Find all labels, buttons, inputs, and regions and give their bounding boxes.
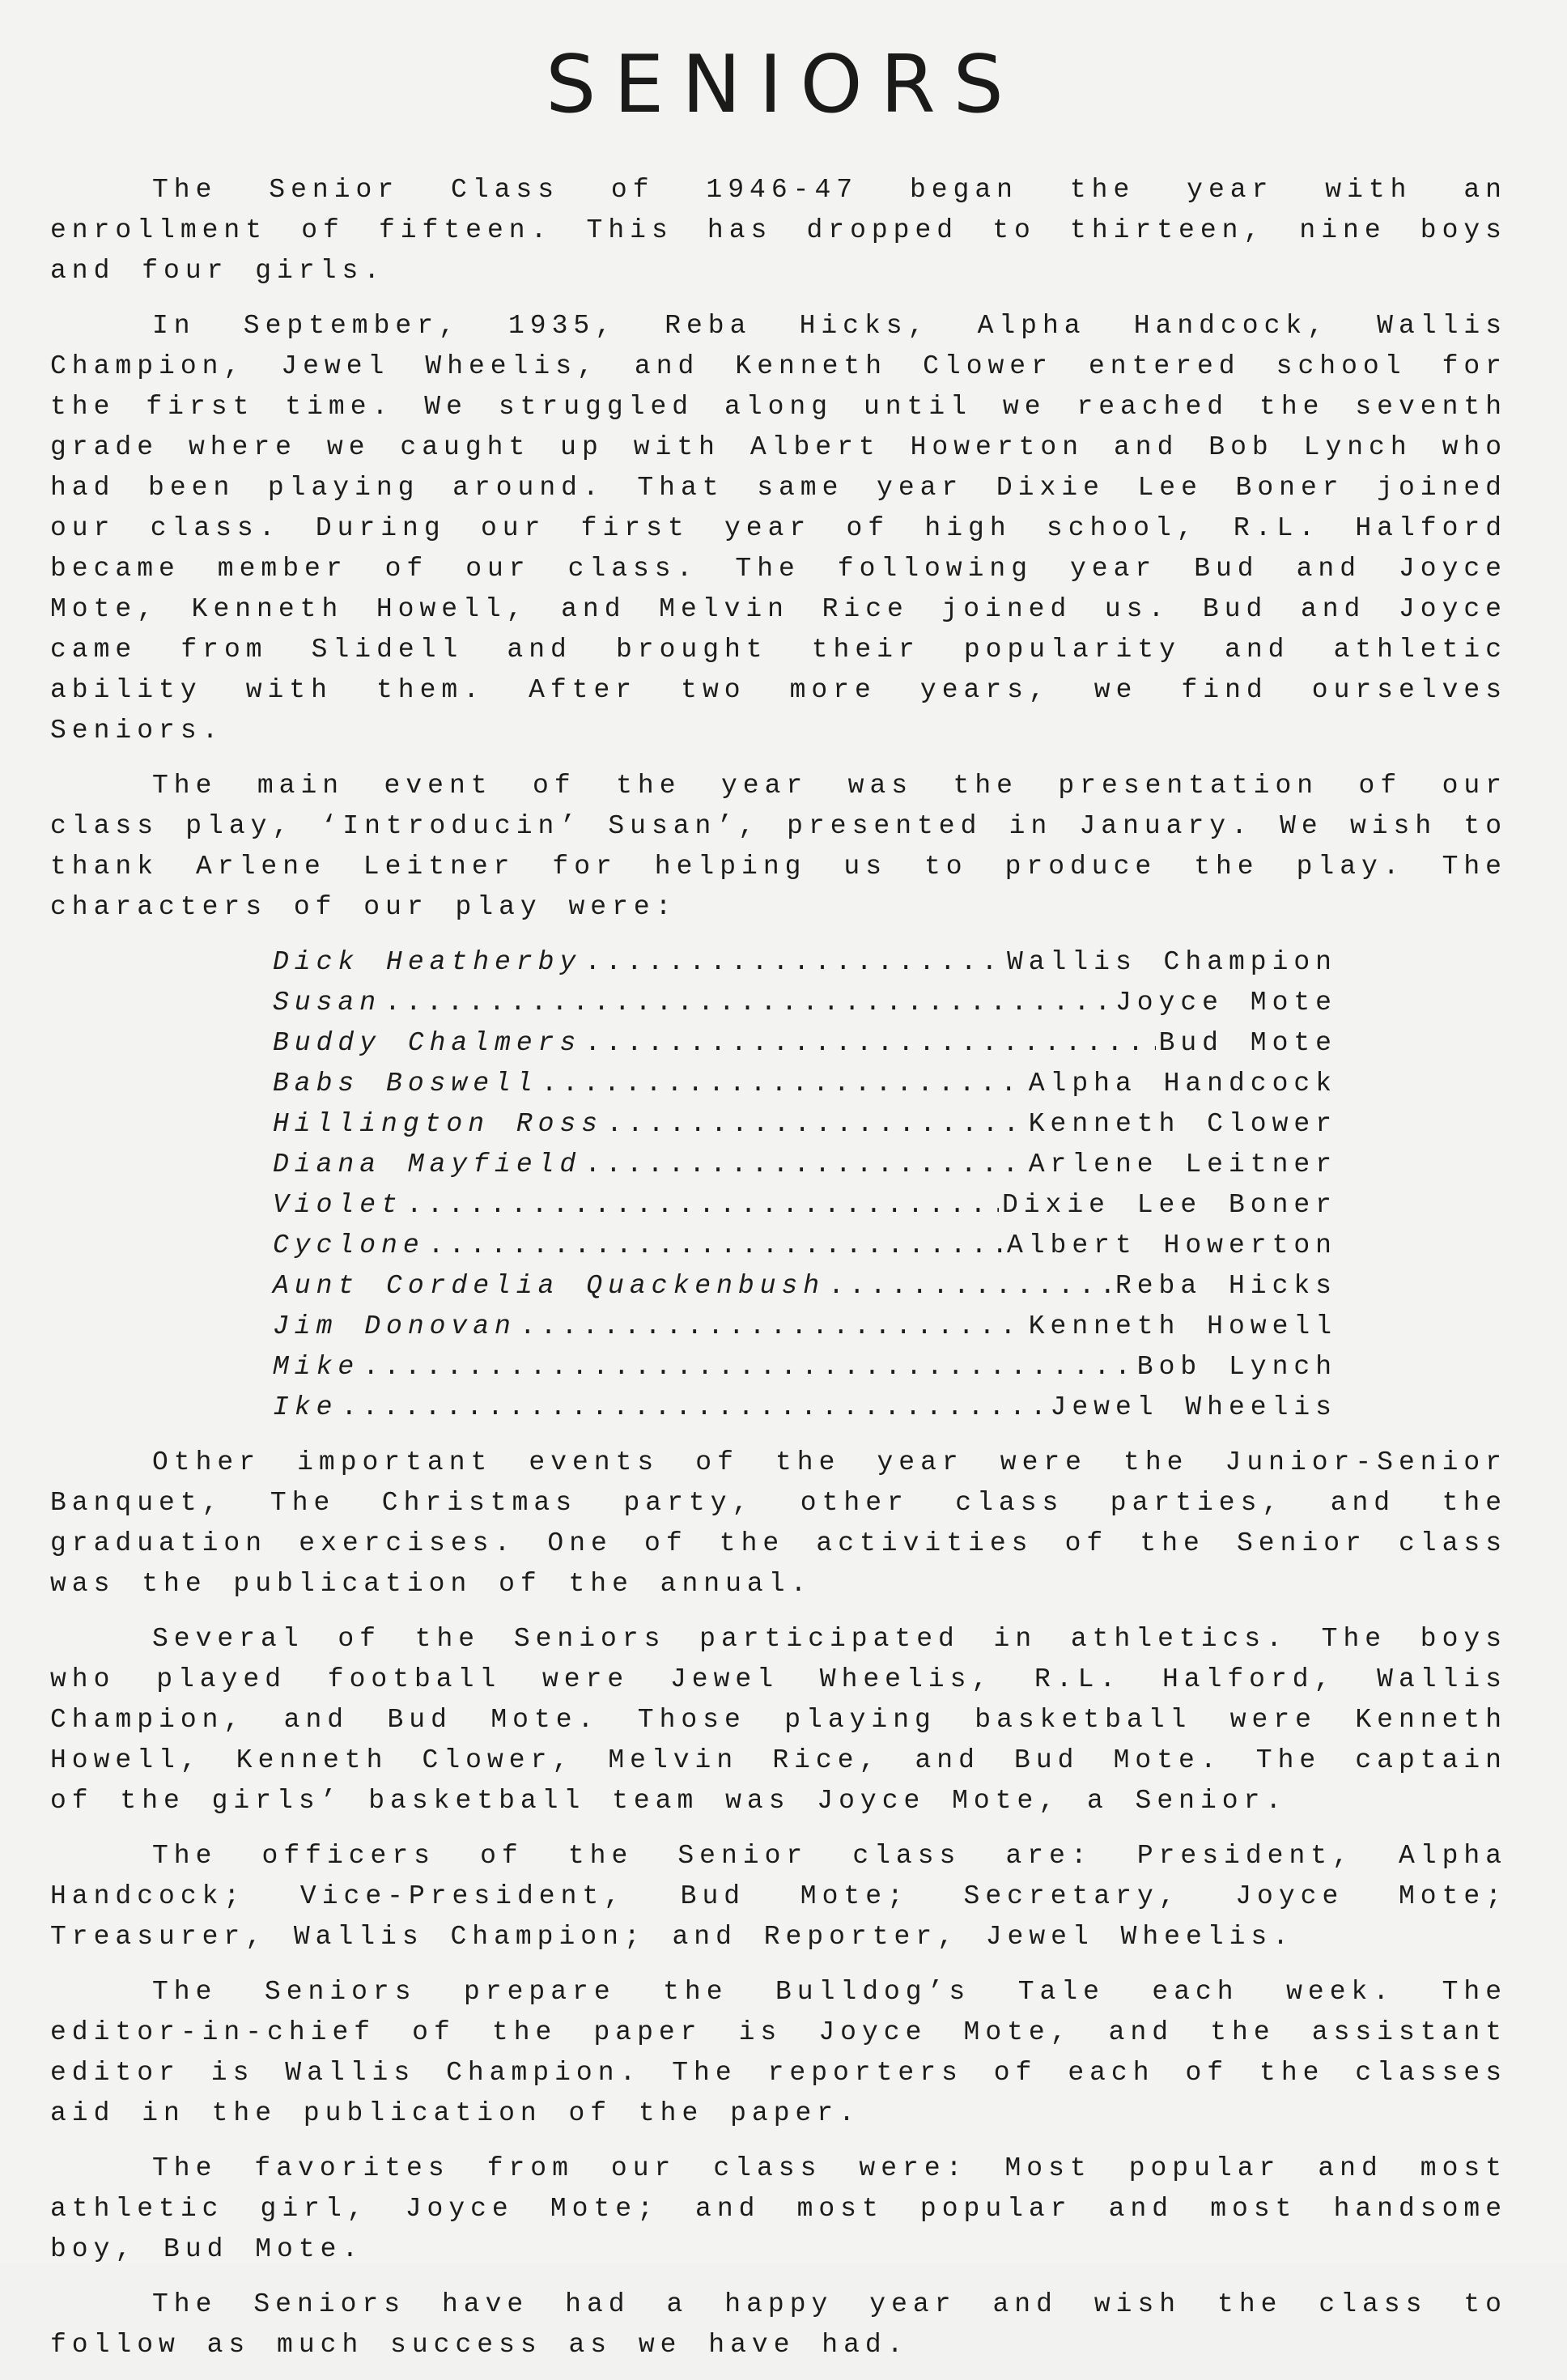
leader-dots: [341, 1388, 1047, 1428]
cast-character: Diana Mayfield: [273, 1150, 582, 1179]
cast-character: Susan: [273, 988, 382, 1018]
paragraph-enrollment: The Senior Class of 1946-47 began the year with an enrollment of fifteen. This has dropped to thirteen, nine boys and four girls.: [50, 175, 1507, 286]
cast-character: Mike: [273, 1352, 360, 1382]
cast-actor: Albert Howerton: [1006, 1230, 1337, 1260]
cast-row: [273, 1226, 1337, 1266]
leader-dots: [406, 1185, 999, 1226]
cast-actor: Bud Mote: [1158, 1028, 1337, 1058]
leader-dots: [363, 1347, 1134, 1388]
cast-character: Aunt Cordelia Quackenbush: [273, 1271, 826, 1301]
leader-dots: [828, 1266, 1112, 1307]
cast-actor: Alpha Handcock: [1028, 1069, 1337, 1099]
paragraph-officers: The officers of the Senior class are: President, Alpha Handcock; Vice-President, Bud Mote; Secretary, Joyce Mote; Treasurer, Wallis Champion; and Reporter, Jewel Wheelis.: [50, 1841, 1507, 1952]
cast-actor: Wallis Champion: [1006, 947, 1337, 977]
paragraph-class-play: The main event of the year was the presentation of our class play, ‘Introducin’ Susan’, presented in January. We wish to thank Arlene Leitner for helping us to produce the play. The characters of our play were:: [50, 771, 1507, 922]
cast-row: [273, 1145, 1337, 1185]
cast-row: [273, 1347, 1337, 1388]
cast-row: [273, 1023, 1337, 1064]
cast-row: [273, 942, 1337, 983]
cast-actor: Arlene Leitner: [1028, 1150, 1337, 1179]
cast-row: [273, 1266, 1337, 1307]
cast-row: [273, 1185, 1337, 1226]
cast-actor: Dixie Lee Boner: [1001, 1190, 1337, 1220]
leader-dots: [584, 1145, 1026, 1185]
cast-actor: Reba Hicks: [1115, 1271, 1337, 1301]
paragraph-class-history: In September, 1935, Reba Hicks, Alpha Handcock, Wallis Champion, Jewel Wheelis, and Kenneth Clower entered school for the first time. We struggled along until we reached the seventh grade where we caught up with Albert Howerton and Bob Lynch who had been playing around. That same year Dixie Lee Boner joined our class. During our first year of high school, R.L. Halford became member of our class. The following year Bud and Joyce Mote, Kenneth Howell, and Melvin Rice joined us. Bud and Joyce came from Slidell and brought their popularity and athletic ability with them. After two more years, we find ourselves Seniors.: [50, 311, 1507, 746]
cast-actor: Joyce Mote: [1115, 988, 1337, 1018]
cast-character: Dick Heatherby: [273, 947, 582, 977]
paragraph-events: Other important events of the year were the Junior-Senior Banquet, The Christmas party, other class parties, and the graduation exercises. One of the activities of the Senior class was the publication of the annual.: [50, 1447, 1507, 1599]
cast-character: Babs Boswell: [273, 1069, 538, 1099]
leader-dots: [606, 1104, 1026, 1145]
cast-character: Cyclone: [273, 1230, 425, 1260]
cast-row: [273, 983, 1337, 1023]
leader-dots: [428, 1226, 1004, 1266]
article-body: [50, 170, 1507, 2380]
page-title: SENIORS: [546, 39, 1021, 131]
leader-dots: [584, 1023, 1155, 1064]
cast-character: Violet: [273, 1190, 403, 1220]
cast-row: [273, 1388, 1337, 1428]
leader-dots: [584, 942, 1004, 983]
paragraph-closing: The Seniors have had a happy year and wish the class to follow as much success as we have had.: [50, 2289, 1507, 2360]
cast-actor: Kenneth Clower: [1028, 1109, 1337, 1139]
leader-dots: [541, 1064, 1026, 1104]
cast-row: [273, 1064, 1337, 1104]
cast-actor: Jewel Wheelis: [1050, 1392, 1337, 1422]
cast-character: Buddy Chalmers: [273, 1028, 582, 1058]
paragraph-favorites: The favorites from our class were: Most popular and most athletic girl, Joyce Mote; and most popular and most handsome boy, Bud Mote.: [50, 2153, 1507, 2264]
paragraph-athletics: Several of the Seniors participated in athletics. The boys who played football were Jewel Wheelis, R.L. Halford, Wallis Champion, and Bud Mote. Those playing basketball were Kenneth Howell, Kenneth Clower, Melvin Rice, and Bud Mote. The captain of the girls’ basketball team was Joyce Mote, a Senior.: [50, 1624, 1507, 1816]
cast-actor: Kenneth Howell: [1028, 1311, 1337, 1341]
leader-dots: [384, 983, 1112, 1023]
cast-actor: Bob Lynch: [1136, 1352, 1337, 1382]
cast-list: [50, 942, 1337, 1428]
cast-row: [273, 1104, 1337, 1145]
leader-dots: [520, 1307, 1026, 1347]
cast-row: [273, 1307, 1337, 1347]
cast-character: Hillington Ross: [273, 1109, 604, 1139]
cast-character: Jim Donovan: [273, 1311, 516, 1341]
paragraph-newspaper: The Seniors prepare the Bulldog’s Tale each week. The editor-in-chief of the paper is Joyce Mote, and the assistant editor is Wallis Champion. The reporters of each of the classes aid in the publication of the paper.: [50, 1977, 1507, 2128]
cast-character: Ike: [273, 1392, 338, 1422]
